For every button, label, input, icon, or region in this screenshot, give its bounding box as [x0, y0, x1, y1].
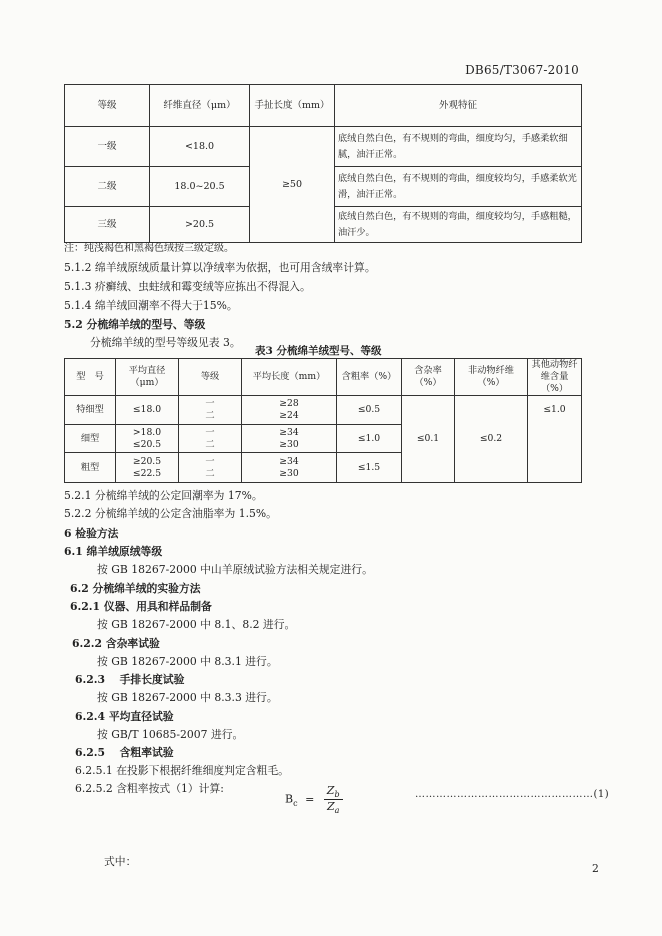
col-header-other-animal: 其他动物纤维含量（%） [528, 359, 582, 396]
nonanimal-cell: ≤0.2 [455, 396, 528, 483]
length-cell: ≥34 ≥30 [242, 453, 337, 483]
grade-cell: 一 二 [179, 396, 242, 425]
section-5-2-text: 分梳绵羊绒的型号等级见表 3。 [90, 336, 241, 349]
other-animal-cell: ≤1.0 [528, 396, 582, 483]
length-cell: ≥34 ≥30 [242, 425, 337, 453]
clause-5-2-1: 5.2.1 分梳绵羊绒的公定回潮率为 17%。 [64, 489, 263, 502]
col-header-coarse: 含粗率（%） [337, 359, 402, 396]
clause-5-1-4: 5.1.4 绵羊绒回潮率不得大于15%。 [64, 299, 238, 312]
col-header-feature: 外观特征 [335, 85, 582, 127]
section-6-2-heading: 6.2 分梳绵羊绒的实验方法 [70, 582, 201, 595]
col-header-diameter: 纤维直径（μm） [150, 85, 250, 127]
feature-cell: 底绒自然白色，有不规则的弯曲，细度均匀，手感柔软细腻，油汗正常。 [335, 127, 582, 167]
section-6-1-text: 按 GB 18267-2000 中山羊原绒试验方法相关规定进行。 [97, 563, 373, 576]
type-cell: 粗型 [65, 453, 116, 483]
section-6-1-heading: 6.1 绵羊绒原绒等级 [64, 545, 163, 558]
clause-5-1-2: 5.1.2 绵羊绒原绒质量计算以净绒率为依据，也可用含绒率计算。 [64, 261, 376, 274]
standard-number: DB65/T3067-2010 [465, 63, 579, 77]
grade-table [64, 84, 582, 243]
section-6-2-3-text: 按 GB 18267-2000 中 8.3.3 进行。 [97, 691, 278, 704]
section-6-2-4-heading: 6.2.4 平均直径试验 [75, 710, 174, 723]
section-6-2-1-heading: 6.2.1 仪器、用具和样品制备 [70, 600, 212, 613]
grade-cell: 二级 [65, 167, 150, 207]
section-6-heading: 6 检验方法 [64, 527, 119, 540]
clause-6-2-5-1: 6.2.5.1 在投影下根据纤维细度判定含粗毛。 [75, 764, 289, 777]
diameter-cell: 18.0~20.5 [150, 167, 250, 207]
section-6-2-2-heading: 6.2.2 含杂率试验 [72, 637, 160, 650]
col-header-type: 型 号 [65, 359, 116, 396]
coarse-cell: ≤1.5 [337, 453, 402, 483]
type-cell: 特细型 [65, 396, 116, 425]
col-header-impurity: 含杂率（%） [402, 359, 455, 396]
type-grade-table [64, 358, 582, 483]
section-6-2-2-text: 按 GB 18267-2000 中 8.3.1 进行。 [97, 655, 278, 668]
diameter-cell: ≥20.5 ≤22.5 [116, 453, 179, 483]
equation-number: ……………………………………………(1) [415, 789, 610, 800]
section-6-2-4-text: 按 GB/T 10685-2007 进行。 [97, 728, 244, 741]
feature-cell: 底绒自然白色，有不规则的弯曲，细度较均匀，手感柔软光滑，油汗正常。 [335, 167, 582, 207]
coarse-cell: ≤0.5 [337, 396, 402, 425]
col-header-nonanimal: 非动物纤维（%） [455, 359, 528, 396]
col-header-length: 手扯长度（mm） [250, 85, 335, 127]
col-header-grade: 等级 [179, 359, 242, 396]
feature-cell: 底绒自然白色，有不规则的弯曲，细度较均匀，手感粗糙，油汗少。 [335, 207, 582, 243]
grade-cell: 一级 [65, 127, 150, 167]
coarse-cell: ≤1.0 [337, 425, 402, 453]
section-6-2-3-heading: 6.2.3 手排长度试验 [75, 673, 185, 686]
col-header-avg-length: 平均长度（mm） [242, 359, 337, 396]
diameter-cell: ≤18.0 [116, 396, 179, 425]
table-note: 注：纯浅褐色和黑褐色绒按三级定级。 [64, 243, 234, 254]
page-number: 2 [592, 862, 599, 875]
section-5-2-heading: 5.2 分梳绵羊绒的型号、等级 [64, 318, 206, 331]
diameter-cell: >20.5 [150, 207, 250, 243]
grade-cell: 一 二 [179, 453, 242, 483]
table3-caption: 表3 分梳绵羊绒型号、等级 [255, 345, 382, 357]
formula-1: $B_c$ = $\frac{Z_b}{Z_a}$ [285, 784, 343, 815]
clause-5-1-3: 5.1.3 疥癣绒、虫蛀绒和霉变绒等应拣出不得混入。 [64, 280, 311, 293]
section-6-2-5-heading: 6.2.5 含粗率试验 [75, 746, 174, 759]
type-cell: 细型 [65, 425, 116, 453]
section-6-2-1-text: 按 GB 18267-2000 中 8.1、8.2 进行。 [97, 618, 296, 631]
length-cell: ≥28 ≥24 [242, 396, 337, 425]
clause-6-2-5-2: 6.2.5.2 含粗率按式（1）计算: [75, 782, 224, 795]
where-label: 式中： [104, 855, 137, 868]
diameter-cell: <18.0 [150, 127, 250, 167]
grade-cell: 三级 [65, 207, 150, 243]
col-header-avg-diameter: 平均直径（μm） [116, 359, 179, 396]
impurity-cell: ≤0.1 [402, 396, 455, 483]
grade-cell: 一 二 [179, 425, 242, 453]
clause-5-2-2: 5.2.2 分梳绵羊绒的公定含油脂率为 1.5%。 [64, 507, 277, 520]
diameter-cell: >18.0 ≤20.5 [116, 425, 179, 453]
length-cell: ≥50 [250, 127, 335, 243]
col-header-grade: 等级 [65, 85, 150, 127]
